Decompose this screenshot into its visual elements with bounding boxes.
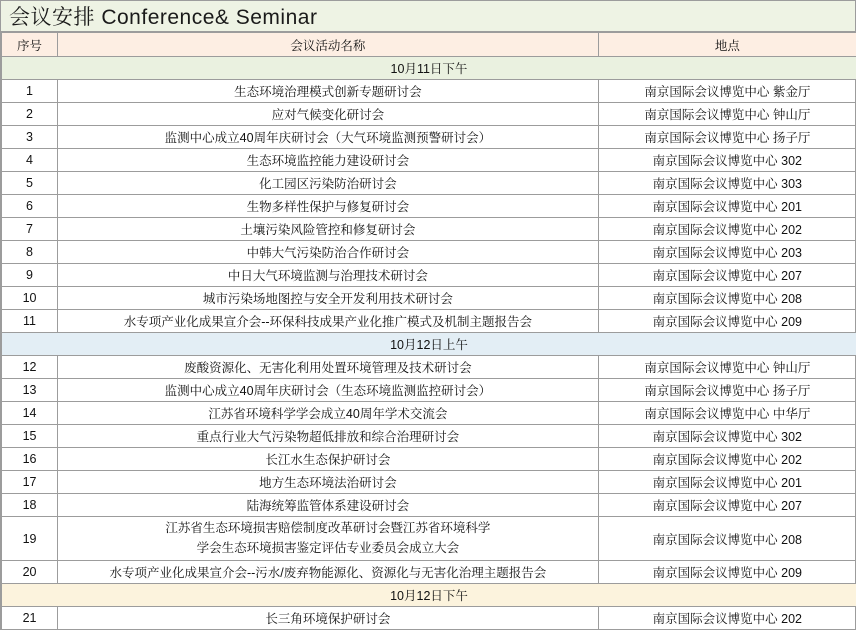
page-title: 会议安排 Conference& Seminar	[9, 1, 317, 31]
conference-schedule-table	[1, 32, 856, 630]
cell-no: 21	[2, 607, 58, 630]
section-header-label: 10月11日下午	[2, 57, 856, 80]
cell-name: 陆海统筹监管体系建设研讨会	[58, 494, 599, 517]
cell-place: 南京国际会议博览中心 紫金厅	[598, 80, 856, 103]
table-row	[2, 607, 856, 630]
cell-no: 3	[2, 126, 58, 149]
cell-place: 南京国际会议博览中心 208	[598, 287, 856, 310]
cell-place: 南京国际会议博览中心 扬子厅	[598, 126, 856, 149]
cell-place: 南京国际会议博览中心 202	[598, 218, 856, 241]
cell-no: 15	[2, 425, 58, 448]
cell-place: 南京国际会议博览中心 207	[598, 494, 856, 517]
table-row	[2, 379, 856, 402]
cell-name: 监测中心成立40周年庆研讨会（生态环境监测监控研讨会）	[58, 379, 599, 402]
cell-place: 南京国际会议博览中心 扬子厅	[598, 379, 856, 402]
cell-no: 6	[2, 195, 58, 218]
column-header-place: 地点	[598, 33, 856, 57]
table-row	[2, 448, 856, 471]
cell-name: 生态环境治理模式创新专题研讨会	[58, 80, 599, 103]
table-row	[2, 494, 856, 517]
cell-name: 重点行业大气污染物超低排放和综合治理研讨会	[58, 425, 599, 448]
cell-name: 生物多样性保护与修复研讨会	[58, 195, 599, 218]
table-row	[2, 80, 856, 103]
table-row	[2, 195, 856, 218]
cell-name: 中日大气环境监测与治理技术研讨会	[58, 264, 599, 287]
cell-no: 10	[2, 287, 58, 310]
cell-name: 水专项产业化成果宣介会--环保科技成果产业化推广模式及机制主题报告会	[58, 310, 599, 333]
table-row	[2, 471, 856, 494]
cell-name: 废酸资源化、无害化利用处置环境管理及技术研讨会	[58, 356, 599, 379]
cell-no: 20	[2, 561, 58, 584]
cell-place: 南京国际会议博览中心 中华厅	[598, 402, 856, 425]
table-row	[2, 126, 856, 149]
cell-name: 土壤污染风险管控和修复研讨会	[58, 218, 599, 241]
cell-no: 18	[2, 494, 58, 517]
cell-name: 长江水生态保护研讨会	[58, 448, 599, 471]
cell-place: 南京国际会议博览中心 209	[598, 310, 856, 333]
cell-place: 南京国际会议博览中心 302	[598, 149, 856, 172]
cell-name: 江苏省环境科学学会成立40周年学术交流会	[58, 402, 599, 425]
cell-place: 南京国际会议博览中心 208	[598, 517, 856, 561]
table-row	[2, 356, 856, 379]
cell-place: 南京国际会议博览中心 302	[598, 425, 856, 448]
table-row	[2, 425, 856, 448]
cell-no: 9	[2, 264, 58, 287]
cell-place: 南京国际会议博览中心 203	[598, 241, 856, 264]
column-header-no: 序号	[2, 33, 58, 57]
table-header	[2, 33, 856, 57]
cell-no: 12	[2, 356, 58, 379]
cell-name: 生态环境监控能力建设研讨会	[58, 149, 599, 172]
section-header-row	[2, 333, 856, 356]
cell-name: 水专项产业化成果宣介会--污水/废弃物能源化、资源化与无害化治理主题报告会	[58, 561, 599, 584]
section-header-row	[2, 57, 856, 80]
cell-no: 8	[2, 241, 58, 264]
cell-place: 南京国际会议博览中心 202	[598, 448, 856, 471]
cell-name: 江苏省生态环境损害赔偿制度改革研讨会暨江苏省环境科学 学会生态环境损害鉴定评估专业委员会成立大会	[58, 517, 599, 561]
cell-place: 南京国际会议博览中心 209	[598, 561, 856, 584]
cell-no: 16	[2, 448, 58, 471]
cell-no: 5	[2, 172, 58, 195]
cell-no: 13	[2, 379, 58, 402]
cell-name: 中韩大气污染防治合作研讨会	[58, 241, 599, 264]
cell-no: 4	[2, 149, 58, 172]
cell-place: 南京国际会议博览中心 201	[598, 195, 856, 218]
table-row	[2, 517, 856, 561]
document-title-bar	[1, 0, 855, 32]
cell-name: 监测中心成立40周年庆研讨会（大气环境监测预警研讨会）	[58, 126, 599, 149]
table-row	[2, 241, 856, 264]
table-row	[2, 149, 856, 172]
table-row	[2, 264, 856, 287]
table-row	[2, 103, 856, 126]
section-header-row	[2, 584, 856, 607]
table-body	[2, 57, 856, 630]
cell-place: 南京国际会议博览中心 201	[598, 471, 856, 494]
cell-name: 应对气候变化研讨会	[58, 103, 599, 126]
table-row	[2, 218, 856, 241]
table-row	[2, 172, 856, 195]
table-row	[2, 402, 856, 425]
table-row	[2, 310, 856, 333]
table-row	[2, 561, 856, 584]
cell-no: 14	[2, 402, 58, 425]
cell-no: 7	[2, 218, 58, 241]
cell-place: 南京国际会议博览中心 207	[598, 264, 856, 287]
cell-place: 南京国际会议博览中心 202	[598, 607, 856, 630]
cell-place: 南京国际会议博览中心 303	[598, 172, 856, 195]
cell-no: 19	[2, 517, 58, 561]
cell-no: 2	[2, 103, 58, 126]
cell-name: 长三角环境保护研讨会	[58, 607, 599, 630]
cell-place: 南京国际会议博览中心 钟山厅	[598, 356, 856, 379]
cell-place: 南京国际会议博览中心 钟山厅	[598, 103, 856, 126]
column-header-name: 会议活动名称	[58, 33, 599, 57]
cell-name: 化工园区污染防治研讨会	[58, 172, 599, 195]
cell-no: 1	[2, 80, 58, 103]
cell-name: 城市污染场地图控与安全开发利用技术研讨会	[58, 287, 599, 310]
section-header-label: 10月12日上午	[2, 333, 856, 356]
cell-name: 地方生态环境法治研讨会	[58, 471, 599, 494]
cell-no: 17	[2, 471, 58, 494]
section-header-label: 10月12日下午	[2, 584, 856, 607]
table-row	[2, 287, 856, 310]
cell-no: 11	[2, 310, 58, 333]
